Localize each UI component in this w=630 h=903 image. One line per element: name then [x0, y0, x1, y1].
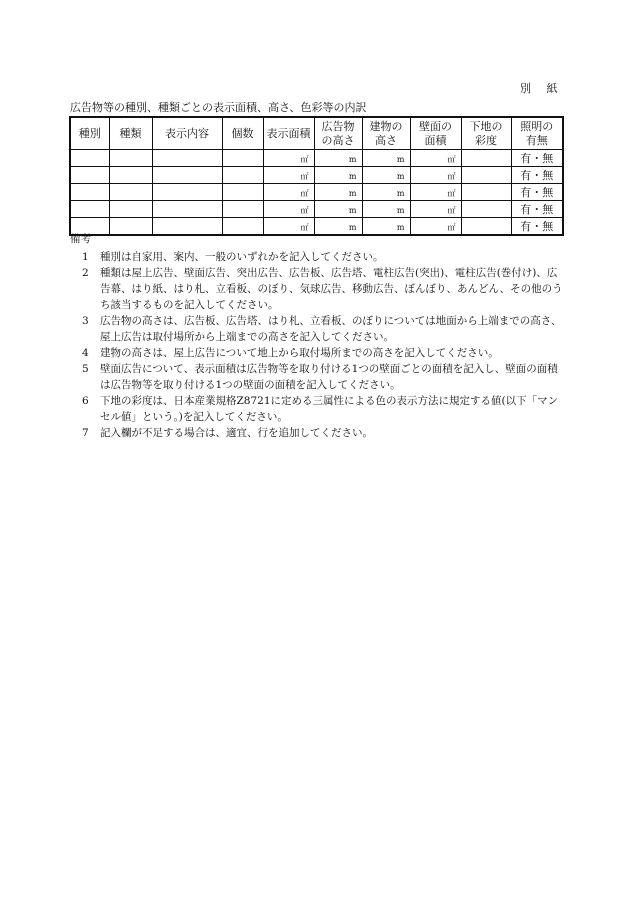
unit-sqm: ㎡ — [447, 205, 456, 215]
breakdown-table — [69, 116, 564, 236]
unit-m: m — [396, 154, 405, 164]
table-row — [70, 150, 563, 167]
table-row — [70, 184, 563, 201]
note-item — [70, 425, 564, 441]
cell-lighting[interactable]: 有・無 — [511, 150, 563, 167]
cell-ad-height[interactable] — [314, 167, 362, 184]
cell-kind[interactable] — [109, 201, 152, 218]
cell-display-area[interactable] — [263, 184, 314, 201]
cell-ad-height[interactable] — [314, 201, 362, 218]
note-item — [70, 345, 564, 361]
note-text: 種類は屋上広告、壁面広告、突出広告、広告板、広告塔、電柱広告(突出)、電柱広告(巻付け)、広告幕、はり紙、はり札、立看板、のぼり、気球広告、移動広告、ぼんぼり、あんどん、その他のうち該当するものを記入してください。 — [100, 267, 563, 311]
note-item — [70, 361, 564, 393]
note-number: 5 — [82, 363, 89, 375]
cell-building-height[interactable] — [362, 201, 410, 218]
unit-m: m — [396, 205, 405, 215]
cell-type[interactable] — [70, 150, 109, 167]
header-lighting: 照明の 有無 — [511, 117, 563, 150]
table-title: 広告物等の種別、種類ごとの表示面積、高さ、色彩等の内訳 — [70, 101, 367, 114]
note-text: 建物の高さは、屋上広告について地上から取付場所までの高さを記入してください。 — [100, 347, 499, 359]
table-row — [70, 201, 563, 218]
cell-kind[interactable] — [109, 184, 152, 201]
note-number: 4 — [82, 347, 89, 359]
note-text: 種別は自家用、案内、一般のいずれかを記入してください。 — [100, 251, 384, 263]
note-number: 2 — [82, 267, 89, 279]
unit-m: m — [396, 188, 405, 198]
cell-lighting[interactable]: 有・無 — [511, 201, 563, 218]
unit-sqm: ㎡ — [447, 188, 456, 198]
note-text: 壁面広告について、表示面積は広告物等を取り付ける1つの壁面ごとの面積を記入し、壁面の面積は広告物等を取り付ける1つの壁面の面積を記入してください。 — [100, 363, 558, 391]
unit-sqm: ㎡ — [300, 171, 309, 181]
cell-wall-area[interactable] — [410, 167, 461, 184]
cell-wall-area[interactable] — [410, 184, 461, 201]
header-base-chroma: 下地の 彩度 — [461, 117, 511, 150]
cell-kind[interactable] — [109, 150, 152, 167]
unit-m: m — [348, 171, 357, 181]
header-display-area: 表示面積 — [263, 117, 314, 150]
cell-building-height[interactable] — [362, 167, 410, 184]
cell-display-area[interactable] — [263, 167, 314, 184]
note-item — [70, 313, 564, 345]
note-number: 7 — [82, 427, 89, 439]
cell-building-height[interactable] — [362, 150, 410, 167]
header-count: 個数 — [222, 117, 263, 150]
cell-count[interactable] — [222, 167, 263, 184]
cell-ad-height[interactable] — [314, 184, 362, 201]
cell-ad-height[interactable] — [314, 150, 362, 167]
note-number: 3 — [82, 315, 89, 327]
cell-content[interactable] — [152, 150, 222, 167]
note-item — [70, 249, 564, 265]
cell-type[interactable] — [70, 167, 109, 184]
cell-display-area[interactable] — [263, 150, 314, 167]
header-kind: 種類 — [109, 117, 152, 150]
cell-lighting[interactable]: 有・無 — [511, 184, 563, 201]
unit-sqm: ㎡ — [300, 205, 309, 215]
cell-base-chroma[interactable] — [461, 201, 511, 218]
unit-sqm: ㎡ — [447, 171, 456, 181]
header-ad-height: 広告物 の高さ — [314, 117, 362, 150]
cell-type[interactable] — [70, 201, 109, 218]
cell-content[interactable] — [152, 201, 222, 218]
notes-heading: 備考 — [70, 233, 91, 245]
cell-kind[interactable] — [109, 167, 152, 184]
notes-section — [70, 231, 564, 441]
note-number: 6 — [82, 395, 89, 407]
cell-building-height[interactable] — [362, 184, 410, 201]
note-text: 広告物の高さは、広告板、広告塔、はり札、立看板、のぼりについては地面から上端までの高さ、屋上広告は取付場所から上端までの高さを記入してください。 — [100, 315, 562, 343]
cell-lighting[interactable]: 有・無 — [511, 218, 563, 236]
header-wall-area: 壁面の 面積 — [410, 117, 461, 150]
table-header-row — [70, 117, 563, 150]
unit-sqm: ㎡ — [300, 154, 309, 164]
cell-wall-area[interactable] — [410, 201, 461, 218]
unit-m: m — [348, 205, 357, 215]
header-building-height: 建物の 高さ — [362, 117, 410, 150]
unit-m: m — [396, 171, 405, 181]
unit-m: m — [396, 222, 405, 232]
note-text: 下地の彩度は、日本産業規格Z8721に定める三属性による色の表示方法に規定する値(以下「マンセル値」という。)を記入してください。 — [100, 395, 559, 423]
note-text: 記入欄が不足する場合は、適宜、行を追加してください。 — [100, 427, 373, 439]
annex-label: 別 紙 — [520, 82, 564, 95]
cell-display-area[interactable] — [263, 201, 314, 218]
note-item — [70, 393, 564, 425]
unit-m: m — [348, 222, 357, 232]
cell-wall-area[interactable] — [410, 150, 461, 167]
note-number: 1 — [82, 251, 89, 263]
unit-sqm: ㎡ — [447, 222, 456, 232]
cell-lighting[interactable]: 有・無 — [511, 167, 563, 184]
unit-m: m — [348, 154, 357, 164]
unit-sqm: ㎡ — [300, 188, 309, 198]
header-content: 表示内容 — [152, 117, 222, 150]
cell-content[interactable] — [152, 184, 222, 201]
cell-type[interactable] — [70, 184, 109, 201]
unit-m: m — [348, 188, 357, 198]
cell-base-chroma[interactable] — [461, 150, 511, 167]
cell-count[interactable] — [222, 184, 263, 201]
table-row — [70, 167, 563, 184]
note-item — [70, 265, 564, 313]
unit-sqm: ㎡ — [447, 154, 456, 164]
header-type: 種別 — [70, 117, 109, 150]
cell-content[interactable] — [152, 167, 222, 184]
cell-base-chroma[interactable] — [461, 167, 511, 184]
cell-base-chroma[interactable] — [461, 184, 511, 201]
cell-count[interactable] — [222, 150, 263, 167]
cell-count[interactable] — [222, 201, 263, 218]
unit-sqm: ㎡ — [300, 222, 309, 232]
